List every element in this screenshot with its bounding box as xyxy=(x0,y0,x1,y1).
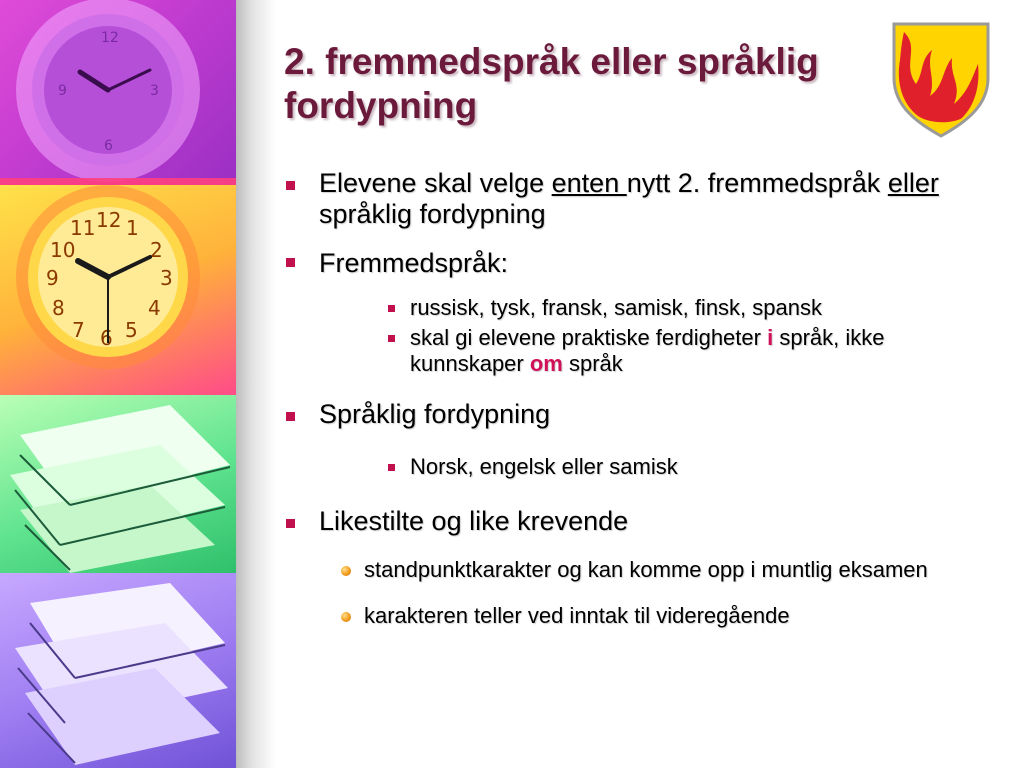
yellow-clock-image xyxy=(0,185,240,395)
svg-text:8: 8 xyxy=(52,296,65,320)
svg-text:12: 12 xyxy=(101,30,119,46)
svg-text:5: 5 xyxy=(125,318,138,342)
bullet-square-icon xyxy=(286,258,295,267)
bullet-square-icon xyxy=(286,519,295,528)
svg-text:2: 2 xyxy=(150,238,163,262)
sub-bullet-grade-exam: standpunktkarakter og kan komme opp i muntlig eksamen xyxy=(337,557,1004,583)
sub-bullet-languages-fordypning: Norsk, engelsk eller samisk xyxy=(384,454,1004,480)
bullet-fremmedsprak: Fremmedspråk: xyxy=(319,248,509,278)
sub-bullet-practical-skills: skal gi elevene praktiske ferdigheter i språk, ikke kunnskaper om språk xyxy=(384,325,1004,377)
bullet-square-icon xyxy=(388,335,395,342)
svg-text:11: 11 xyxy=(70,216,96,240)
bullet-choice: Elevene skal velge enten nytt 2. fremmedspråk eller språklig fordypning xyxy=(284,168,1004,230)
bullet-equal: Likestilte og like krevende xyxy=(284,506,1004,537)
svg-text:10: 10 xyxy=(50,238,76,262)
bullet-square-icon xyxy=(286,181,295,190)
svg-text:12: 12 xyxy=(96,208,122,232)
svg-text:7: 7 xyxy=(72,318,85,342)
sub-bullet-languages: russisk, tysk, fransk, samisk, finsk, spansk xyxy=(384,295,1004,321)
bullet-spraklig-fordypning: Språklig fordypning xyxy=(284,399,1004,430)
sub-bullet-grade-admission: karakteren teller ved inntak til videregående xyxy=(337,603,1004,629)
slide-title: 2. fremmedspråk eller språklig fordypning xyxy=(284,41,819,126)
bullet-square-icon xyxy=(286,412,295,421)
bullet-dot-icon xyxy=(341,612,351,622)
svg-text:9: 9 xyxy=(46,266,59,290)
purple-books-image xyxy=(0,573,240,768)
svg-text:6: 6 xyxy=(100,326,113,350)
bullet-square-icon xyxy=(388,305,395,312)
svg-text:9: 9 xyxy=(58,83,67,99)
svg-text:3: 3 xyxy=(160,266,173,290)
svg-text:1: 1 xyxy=(126,216,139,240)
bullet-dot-icon xyxy=(341,566,351,576)
purple-clock-image xyxy=(0,0,240,185)
slide-body xyxy=(284,168,1004,629)
coat-of-arms-logo xyxy=(890,20,992,138)
svg-text:4: 4 xyxy=(148,296,161,320)
svg-text:3: 3 xyxy=(150,83,159,99)
strip-shadow xyxy=(236,0,276,768)
green-books-image xyxy=(0,395,240,573)
bullet-square-icon xyxy=(388,464,395,471)
decorative-image-strip xyxy=(0,0,240,768)
svg-text:6: 6 xyxy=(104,138,113,154)
